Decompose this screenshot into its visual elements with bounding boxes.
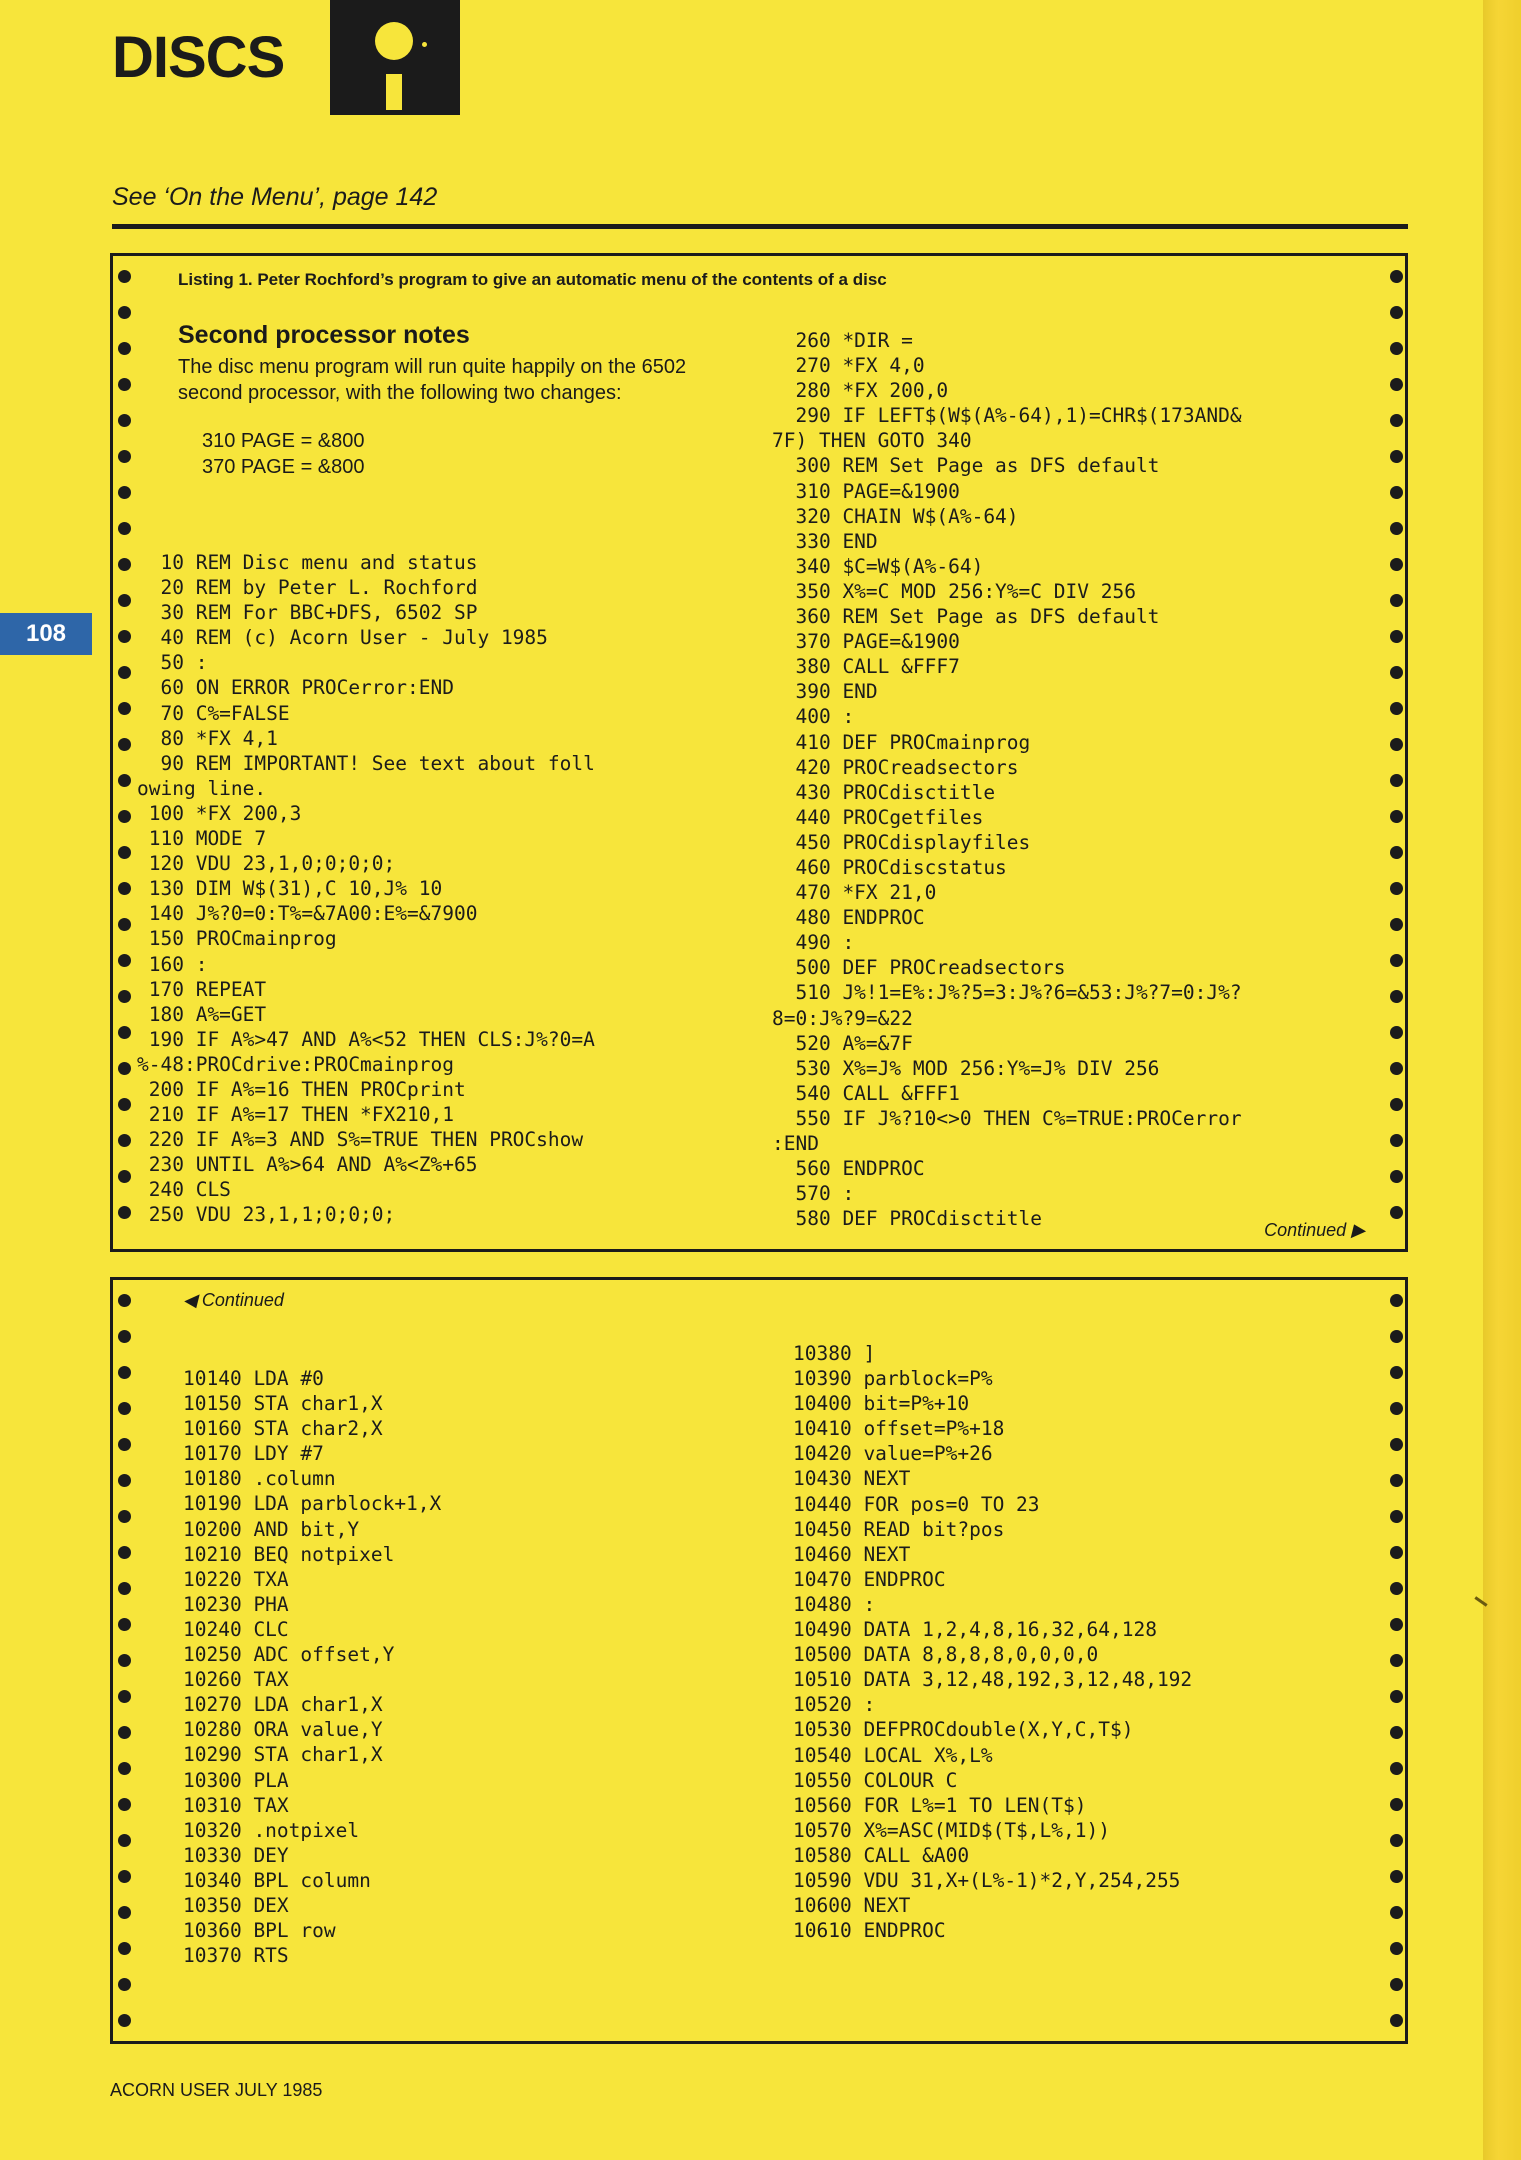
sprocket-hole — [118, 1474, 131, 1487]
sprocket-hole — [1390, 774, 1403, 787]
sprocket-hole — [1390, 306, 1403, 319]
sprocket-hole — [1390, 1438, 1403, 1451]
sprocket-hole — [1390, 270, 1403, 283]
sprocket-hole — [118, 954, 131, 967]
code-line: 10540 LOCAL X%,L% — [793, 1743, 993, 1767]
code-line: 10220 TXA — [183, 1567, 289, 1591]
sprocket-hole — [118, 378, 131, 391]
code-line: 430 PROCdisctitle — [772, 780, 996, 804]
code-line: 80 *FX 4,1 — [137, 726, 278, 750]
code-column-right — [793, 1341, 1192, 1943]
code-line: 10170 LDY #7 — [183, 1442, 324, 1466]
code-line: 20 REM by Peter L. Rochford — [137, 576, 478, 600]
sprocket-hole — [118, 1366, 131, 1379]
code-line: 220 IF A%=3 AND S%=TRUE THEN PROCshow — [137, 1128, 584, 1152]
sprocket-hole — [118, 846, 131, 859]
code-line: 10160 STA char2,X — [183, 1417, 383, 1441]
header-rule — [112, 224, 1408, 229]
sprocket-hole — [1390, 1762, 1403, 1775]
code-line: 200 IF A%=16 THEN PROCprint — [137, 1077, 466, 1101]
code-column-left — [183, 1366, 441, 1968]
notes-change-line: 370 PAGE = &800 — [202, 456, 365, 478]
code-line: 560 ENDPROC — [772, 1157, 925, 1181]
sprocket-hole — [1390, 738, 1403, 751]
code-line: 10470 ENDPROC — [793, 1567, 946, 1591]
code-line: 530 X%=J% MOD 256:Y%=J% DIV 256 — [772, 1056, 1160, 1080]
sprocket-hole — [1390, 342, 1403, 355]
code-line: 340 $C=W$(A%-64) — [772, 554, 984, 578]
sprocket-hole — [118, 270, 131, 283]
code-line: 160 : — [137, 952, 208, 976]
code-line: 10410 offset=P%+18 — [793, 1417, 1005, 1441]
code-line: 10340 BPL column — [183, 1868, 371, 1892]
second-processor-notes — [178, 321, 748, 480]
sprocket-hole — [118, 1654, 131, 1667]
sprocket-hole — [1390, 882, 1403, 895]
notes-body: The disc menu program will run quite happily on the 6502 second processor, with the following two changes: — [178, 356, 687, 404]
notes-change-line: 310 PAGE = &800 — [202, 430, 365, 452]
sprocket-hole — [118, 1942, 131, 1955]
sprocket-hole — [1390, 450, 1403, 463]
sprocket-holes-right — [1385, 256, 1405, 1249]
code-line: 30 REM For BBC+DFS, 6502 SP — [137, 601, 478, 625]
sprocket-hole — [118, 1978, 131, 1991]
sprocket-hole — [1390, 1294, 1403, 1307]
code-line: 10530 DEFPROCdouble(X,Y,C,T$) — [793, 1718, 1134, 1742]
sprocket-hole — [118, 990, 131, 1003]
sprocket-hole — [1390, 1510, 1403, 1523]
continued-next-label: Continued ▶ — [1264, 1220, 1365, 1240]
code-line: 10490 DATA 1,2,4,8,16,32,64,128 — [793, 1618, 1157, 1642]
notes-changes — [202, 428, 748, 480]
sprocket-hole — [1390, 486, 1403, 499]
code-line: 250 VDU 23,1,1;0;0;0; — [137, 1203, 396, 1227]
code-line: 10430 NEXT — [793, 1467, 911, 1491]
sprocket-hole — [118, 1906, 131, 1919]
code-line: 10440 FOR pos=0 TO 23 — [793, 1492, 1040, 1516]
code-line: 10240 CLC — [183, 1617, 289, 1641]
code-line: 10350 DEX — [183, 1893, 289, 1917]
code-line: 10390 parblock=P% — [793, 1367, 993, 1391]
code-line: 70 C%=FALSE — [137, 701, 290, 725]
code-line: 10590 VDU 31,X+(L%-1)*2,Y,254,255 — [793, 1868, 1181, 1892]
sprocket-hole — [1390, 378, 1403, 391]
sprocket-hole — [118, 1134, 131, 1147]
code-line: 380 CALL &FFF7 — [772, 655, 960, 679]
code-line: 10570 X%=ASC(MID$(T$,L%,1)) — [793, 1818, 1110, 1842]
sprocket-hole — [118, 1098, 131, 1111]
sprocket-hole — [118, 2014, 131, 2027]
code-line: 290 IF LEFT$(W$(A%-64),1)=CHR$(173AND& — [772, 404, 1242, 428]
listing-caption: Listing 1. Peter Rochford’s program to give an automatic menu of the contents of a disc — [178, 270, 887, 289]
code-line: 10360 BPL row — [183, 1919, 336, 1943]
code-line: 260 *DIR = — [772, 329, 913, 352]
sprocket-hole — [118, 666, 131, 679]
code-line: 10 REM Disc menu and status — [137, 551, 478, 574]
sprocket-hole — [118, 1618, 131, 1631]
code-line: 520 A%=&7F — [772, 1031, 913, 1055]
code-line: 10140 LDA #0 — [183, 1367, 324, 1390]
sprocket-hole — [118, 882, 131, 895]
code-line: 10260 TAX — [183, 1668, 289, 1692]
sprocket-hole — [1390, 1834, 1403, 1847]
code-line: 90 REM IMPORTANT! See text about foll — [137, 751, 595, 775]
sprocket-hole — [118, 1062, 131, 1075]
see-reference: See ‘On the Menu’, page 142 — [112, 183, 438, 211]
page-edge — [1483, 0, 1521, 2160]
code-line: 140 J%?0=0:T%=&7A00:E%=&7900 — [137, 902, 478, 926]
sprocket-hole — [1390, 1978, 1403, 1991]
code-line: 10510 DATA 3,12,48,192,3,12,48,192 — [793, 1668, 1193, 1692]
code-line: 10460 NEXT — [793, 1542, 911, 1566]
sprocket-hole — [1390, 1098, 1403, 1111]
code-line: 10380 ] — [793, 1342, 876, 1365]
sprocket-hole — [118, 450, 131, 463]
floppy-disc-icon — [330, 0, 460, 115]
listing-1-box — [110, 253, 1408, 1252]
code-line: 370 PAGE=&1900 — [772, 630, 960, 654]
code-line: 570 : — [772, 1182, 855, 1206]
sprocket-hole — [1390, 1654, 1403, 1667]
sprocket-hole — [1390, 846, 1403, 859]
code-line: 170 REPEAT — [137, 977, 267, 1001]
code-line: 40 REM (c) Acorn User - July 1985 — [137, 626, 548, 650]
sprocket-hole — [1390, 918, 1403, 931]
code-line: 10300 PLA — [183, 1768, 289, 1792]
sprocket-hole — [118, 1726, 131, 1739]
code-line: 510 J%!1=E%:J%?5=3:J%?6=&53:J%?7=0:J%? — [772, 981, 1242, 1005]
sprocket-hole — [118, 1690, 131, 1703]
sprocket-hole — [118, 522, 131, 535]
sprocket-hole — [1390, 1062, 1403, 1075]
code-line: 490 : — [772, 931, 855, 955]
sprocket-hole — [1390, 558, 1403, 571]
code-line: 240 CLS — [137, 1178, 231, 1202]
notes-heading: Second processor notes — [178, 321, 470, 349]
sprocket-hole — [118, 1582, 131, 1595]
sprocket-hole — [1390, 1870, 1403, 1883]
code-line: 130 DIM W$(31),C 10,J% 10 — [137, 877, 443, 901]
sprocket-hole — [118, 702, 131, 715]
code-line: 460 PROCdiscstatus — [772, 855, 1007, 879]
code-line: 60 ON ERROR PROCerror:END — [137, 676, 454, 700]
code-line: 410 DEF PROCmainprog — [772, 730, 1031, 754]
code-line: 360 REM Set Page as DFS default — [772, 605, 1160, 629]
code-line: 100 *FX 200,3 — [137, 801, 302, 825]
sprocket-hole — [118, 486, 131, 499]
sprocket-hole — [118, 1438, 131, 1451]
code-line: 10150 STA char1,X — [183, 1392, 383, 1416]
sprocket-hole — [1390, 1366, 1403, 1379]
sprocket-hole — [1390, 666, 1403, 679]
footer-text: ACORN USER JULY 1985 — [110, 2080, 323, 2100]
code-line: 330 END — [772, 529, 878, 553]
sprocket-hole — [1390, 1402, 1403, 1415]
code-line: 390 END — [772, 680, 878, 704]
sprocket-hole — [1390, 1134, 1403, 1147]
sprocket-hole — [1390, 1170, 1403, 1183]
code-line: 10400 bit=P%+10 — [793, 1392, 970, 1416]
sprocket-hole — [118, 1762, 131, 1775]
code-line: 10520 : — [793, 1693, 876, 1717]
code-line: 10320 .notpixel — [183, 1818, 360, 1842]
code-line: 210 IF A%=17 THEN *FX210,1 — [137, 1103, 454, 1127]
code-line: 450 PROCdisplayfiles — [772, 830, 1031, 854]
code-line: 120 VDU 23,1,0;0;0;0; — [137, 852, 396, 876]
sprocket-hole — [1390, 1798, 1403, 1811]
sprocket-hole — [1390, 1690, 1403, 1703]
sprocket-hole — [1390, 1906, 1403, 1919]
sprocket-hole — [118, 1026, 131, 1039]
code-line: 540 CALL &FFF1 — [772, 1081, 960, 1105]
sprocket-hole — [118, 558, 131, 571]
code-line: 10610 ENDPROC — [793, 1919, 946, 1943]
sprocket-hole — [118, 306, 131, 319]
sprocket-hole — [118, 1834, 131, 1847]
code-line: 580 DEF PROCdisctitle — [772, 1207, 1043, 1231]
code-line: 500 DEF PROCreadsectors — [772, 956, 1066, 980]
code-line: 10290 STA char1,X — [183, 1743, 383, 1767]
code-line: 10600 NEXT — [793, 1894, 911, 1918]
sprocket-hole — [1390, 990, 1403, 1003]
code-line: owing line. — [137, 776, 267, 800]
code-column-left — [137, 550, 595, 1228]
code-line: 470 *FX 21,0 — [772, 881, 937, 905]
sprocket-hole — [1390, 630, 1403, 643]
sprocket-hole — [1390, 810, 1403, 823]
code-line: 320 CHAIN W$(A%-64) — [772, 504, 1019, 528]
sprocket-hole — [1390, 414, 1403, 427]
sprocket-hole — [1390, 1206, 1403, 1219]
code-line: 10200 AND bit,Y — [183, 1517, 360, 1541]
code-line: 270 *FX 4,0 — [772, 354, 925, 378]
sprocket-hole — [118, 342, 131, 355]
code-line: 10230 PHA — [183, 1592, 289, 1616]
code-line: 10190 LDA parblock+1,X — [183, 1492, 442, 1516]
listing-continued-box — [110, 1277, 1408, 2044]
sprocket-hole — [118, 1510, 131, 1523]
code-line: 10270 LDA char1,X — [183, 1693, 383, 1717]
code-line: 190 IF A%>47 AND A%<52 THEN CLS:J%?0=A — [137, 1027, 595, 1051]
code-line: 50 : — [137, 651, 208, 675]
sprocket-hole — [1390, 1330, 1403, 1343]
sprocket-hole — [118, 414, 131, 427]
sprocket-hole — [1390, 1618, 1403, 1631]
code-line: 350 X%=C MOD 256:Y%=C DIV 256 — [772, 579, 1136, 603]
sprocket-hole — [118, 594, 131, 607]
sprocket-hole — [1390, 522, 1403, 535]
code-line: 10280 ORA value,Y — [183, 1718, 383, 1742]
sprocket-hole — [1390, 1546, 1403, 1559]
code-line: 10560 FOR L%=1 TO LEN(T$) — [793, 1793, 1087, 1817]
code-line: 440 PROCgetfiles — [772, 805, 984, 829]
sprocket-hole — [118, 1798, 131, 1811]
sprocket-hole — [1390, 594, 1403, 607]
sprocket-hole — [118, 774, 131, 787]
sprocket-hole — [1390, 702, 1403, 715]
code-line: 10330 DEY — [183, 1843, 289, 1867]
sprocket-hole — [1390, 1726, 1403, 1739]
code-line: 8=0:J%?9=&22 — [772, 1006, 913, 1030]
sprocket-hole — [1390, 1942, 1403, 1955]
code-line: 10450 READ bit?pos — [793, 1517, 1005, 1541]
code-line: 10480 : — [793, 1592, 876, 1616]
sprocket-holes-left — [113, 1280, 133, 2041]
code-line: 10580 CALL &A00 — [793, 1843, 970, 1867]
sprocket-hole — [1390, 1582, 1403, 1595]
code-line: :END — [772, 1132, 819, 1155]
code-line: 280 *FX 200,0 — [772, 379, 949, 403]
continued-prev-label: ◀ Continued — [183, 1290, 284, 1310]
code-line: 150 PROCmainprog — [137, 927, 337, 951]
sprocket-hole — [1390, 2014, 1403, 2027]
sprocket-hole — [118, 1402, 131, 1415]
sprocket-hole — [1390, 1026, 1403, 1039]
sprocket-holes-left — [113, 256, 133, 1249]
code-line: 10500 DATA 8,8,8,8,0,0,0,0 — [793, 1643, 1099, 1667]
code-line: 10310 TAX — [183, 1793, 289, 1817]
code-line: 480 ENDPROC — [772, 906, 925, 930]
code-line: 310 PAGE=&1900 — [772, 479, 960, 503]
code-line: 10550 COLOUR C — [793, 1768, 958, 1792]
sprocket-hole — [118, 1546, 131, 1559]
code-line: 400 : — [772, 705, 855, 729]
code-line: 10180 .column — [183, 1467, 336, 1491]
code-line: 230 UNTIL A%>64 AND A%<Z%+65 — [137, 1153, 478, 1177]
sprocket-hole — [118, 1330, 131, 1343]
sprocket-hole — [118, 1294, 131, 1307]
code-line: 10370 RTS — [183, 1944, 289, 1968]
code-line: 300 REM Set Page as DFS default — [772, 454, 1160, 478]
sprocket-hole — [118, 630, 131, 643]
code-line: %-48:PROCdrive:PROCmainprog — [137, 1052, 454, 1076]
code-line: 10420 value=P%+26 — [793, 1442, 993, 1466]
sprocket-hole — [118, 1206, 131, 1219]
code-column-right — [772, 328, 1242, 1231]
sprocket-hole — [1390, 954, 1403, 967]
code-line: 420 PROCreadsectors — [772, 755, 1019, 779]
sprocket-hole — [118, 918, 131, 931]
code-line: 180 A%=GET — [137, 1002, 267, 1026]
code-line: 7F) THEN GOTO 340 — [772, 429, 972, 453]
section-title: DISCS — [112, 25, 285, 90]
sprocket-hole — [1390, 1474, 1403, 1487]
sprocket-hole — [118, 810, 131, 823]
page-number-tab: 108 — [0, 613, 92, 655]
sprocket-hole — [118, 1170, 131, 1183]
code-line: 550 IF J%?10<>0 THEN C%=TRUE:PROCerror — [772, 1106, 1242, 1130]
code-line: 10210 BEQ notpixel — [183, 1542, 395, 1566]
sprocket-hole — [118, 738, 131, 751]
code-line: 10250 ADC offset,Y — [183, 1643, 395, 1667]
sprocket-holes-right — [1385, 1280, 1405, 2041]
code-line: 110 MODE 7 — [137, 827, 267, 851]
sprocket-hole — [118, 1870, 131, 1883]
